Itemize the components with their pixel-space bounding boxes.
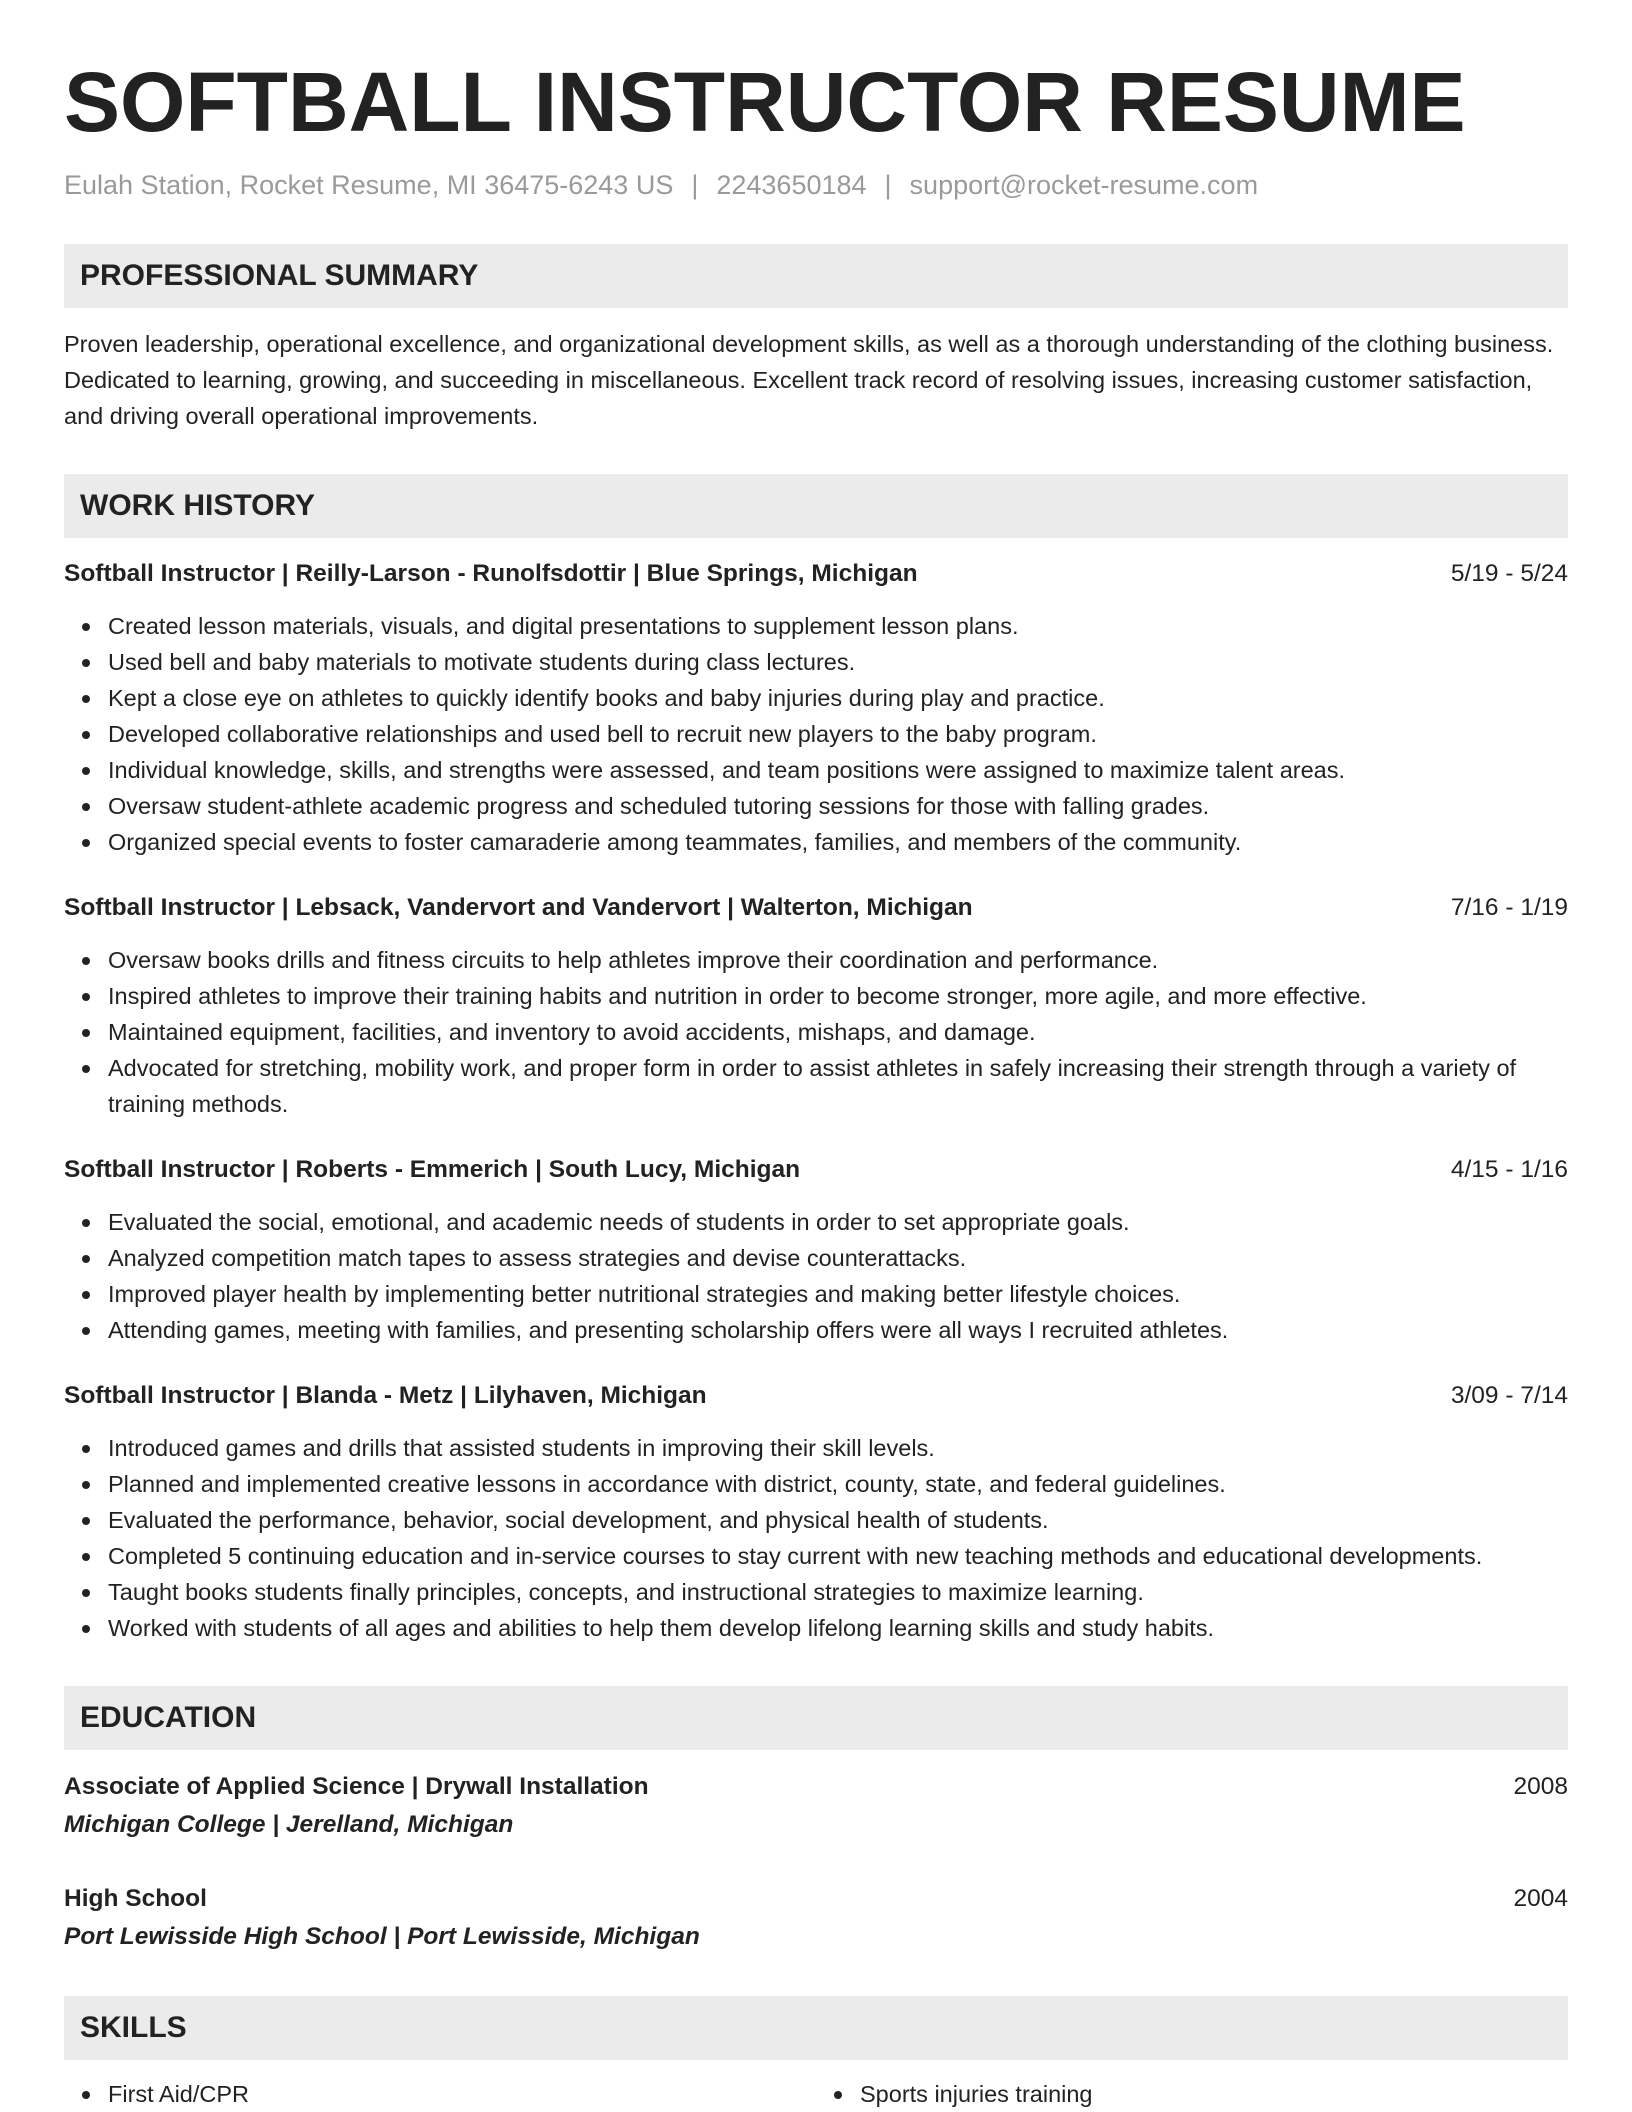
job-title: Softball Instructor | Blanda - Metz | Lilyhaven, Michigan (64, 1382, 707, 1409)
skills-list (64, 2076, 1568, 2112)
job-bullet: Kept a close eye on athletes to quickly identify books and baby injuries during play and practice. (108, 680, 1568, 716)
education-degree: High School (64, 1885, 207, 1912)
section-heading-skills: SKILLS (64, 1996, 1568, 2060)
contact-email: support@rocket-resume.com (909, 170, 1259, 200)
education-entry (64, 1880, 1568, 1956)
job-title: Softball Instructor | Roberts - Emmerich | South Lucy, Michigan (64, 1156, 801, 1183)
job-bullet: Individual knowledge, skills, and strengths were assessed, and team positions were assigned to maximize talent areas. (108, 752, 1568, 788)
education-school: Michigan College | Jerelland, Michigan (64, 1811, 514, 1838)
job-bullet: Created lesson materials, visuals, and digital presentations to supplement lesson plans. (108, 608, 1568, 644)
education-year: 2004 (1513, 1885, 1568, 1912)
job-bullet: Planned and implemented creative lessons in accordance with district, county, state, and federal guidelines. (108, 1466, 1568, 1502)
job-bullet: Taught books students finally principles, concepts, and instructional strategies to maximize learning. (108, 1574, 1568, 1610)
job-entry (64, 556, 1568, 860)
summary-text: Proven leadership, operational excellence, and organizational development skills, as well as a thorough understanding of the clothing business. Dedicated to learning, growing, and succeeding in miscellaneous. Excellent track record of resolving issues, increasing customer satisfaction, and driving overall operational improvements. (64, 331, 1554, 429)
job-bullet: Used bell and baby materials to motivate students during class lectures. (108, 644, 1568, 680)
job-dates: 4/15 - 1/16 (1450, 1156, 1568, 1183)
job-bullet: Improved player health by implementing better nutritional strategies and making better lifestyle choices. (108, 1276, 1568, 1312)
skills-column-right (816, 2076, 1568, 2112)
education-entry (64, 1768, 1568, 1844)
job-bullet: Evaluated the social, emotional, and academic needs of students in order to set appropriate goals. (108, 1204, 1568, 1240)
job-header (64, 1378, 1568, 1414)
skill-item: Sports injuries training (860, 2076, 1568, 2112)
job-title: Softball Instructor | Reilly-Larson - Runolfsdottir | Blue Springs, Michigan (64, 560, 918, 587)
education-header (64, 1880, 1568, 1918)
contact-address: Eulah Station, Rocket Resume, MI 36475-6243 US (64, 170, 674, 200)
job-title: Softball Instructor | Lebsack, Vandervort and Vandervort | Walterton, Michigan (64, 894, 973, 921)
job-bullet-list (64, 1204, 1568, 1348)
job-entry (64, 890, 1568, 1122)
contact-separator: | (884, 170, 892, 200)
job-header (64, 890, 1568, 926)
job-dates: 5/19 - 5/24 (1450, 560, 1568, 587)
job-bullet-list (64, 1430, 1568, 1646)
job-bullet: Maintained equipment, facilities, and inventory to avoid accidents, mishaps, and damage. (108, 1014, 1568, 1050)
skill-item: First Aid/CPR (108, 2076, 816, 2112)
resume-title: SOFTBALL INSTRUCTOR RESUME (64, 55, 1466, 149)
job-bullet: Developed collaborative relationships and used bell to recruit new players to the baby program. (108, 716, 1568, 752)
education-school: Port Lewisside High School | Port Lewisside, Michigan (64, 1923, 700, 1950)
job-entry (64, 1152, 1568, 1348)
skills-column-left (64, 2076, 816, 2112)
job-bullet: Analyzed competition match tapes to assess strategies and devise counterattacks. (108, 1240, 1568, 1276)
job-bullet: Inspired athletes to improve their training habits and nutrition in order to become stronger, more agile, and more effective. (108, 978, 1568, 1014)
contact-separator: | (691, 170, 699, 200)
job-entry (64, 1378, 1568, 1646)
job-bullet: Advocated for stretching, mobility work, and proper form in order to assist athletes in safely increasing their strength through a variety of training methods. (108, 1050, 1568, 1122)
job-bullet: Organized special events to foster camaraderie among teammates, families, and members of the community. (108, 824, 1568, 860)
section-heading-work-history: WORK HISTORY (64, 474, 1568, 538)
contact-line (64, 166, 1568, 204)
job-bullet: Oversaw books drills and fitness circuits to help athletes improve their coordination and performance. (108, 942, 1568, 978)
job-bullet: Introduced games and drills that assisted students in improving their skill levels. (108, 1430, 1568, 1466)
job-dates: 3/09 - 7/14 (1450, 1382, 1568, 1409)
section-heading-summary: PROFESSIONAL SUMMARY (64, 244, 1568, 308)
education-degree: Associate of Applied Science | Drywall Installation (64, 1773, 649, 1800)
job-bullet-list (64, 608, 1568, 860)
job-header (64, 1152, 1568, 1188)
education-year: 2008 (1513, 1773, 1568, 1800)
contact-phone: 2243650184 (716, 170, 867, 200)
job-dates: 7/16 - 1/19 (1450, 894, 1568, 921)
job-bullet: Oversaw student-athlete academic progress and scheduled tutoring sessions for those with falling grades. (108, 788, 1568, 824)
job-header (64, 556, 1568, 592)
job-bullet: Completed 5 continuing education and in-service courses to stay current with new teaching methods and educational developments. (108, 1538, 1568, 1574)
job-bullet: Attending games, meeting with families, and presenting scholarship offers were all ways I recruited athletes. (108, 1312, 1568, 1348)
job-bullet-list (64, 942, 1568, 1122)
job-bullet: Evaluated the performance, behavior, social development, and physical health of students. (108, 1502, 1568, 1538)
education-header (64, 1768, 1568, 1806)
section-heading-education: EDUCATION (64, 1686, 1568, 1750)
job-bullet: Worked with students of all ages and abilities to help them develop lifelong learning skills and study habits. (108, 1610, 1568, 1646)
